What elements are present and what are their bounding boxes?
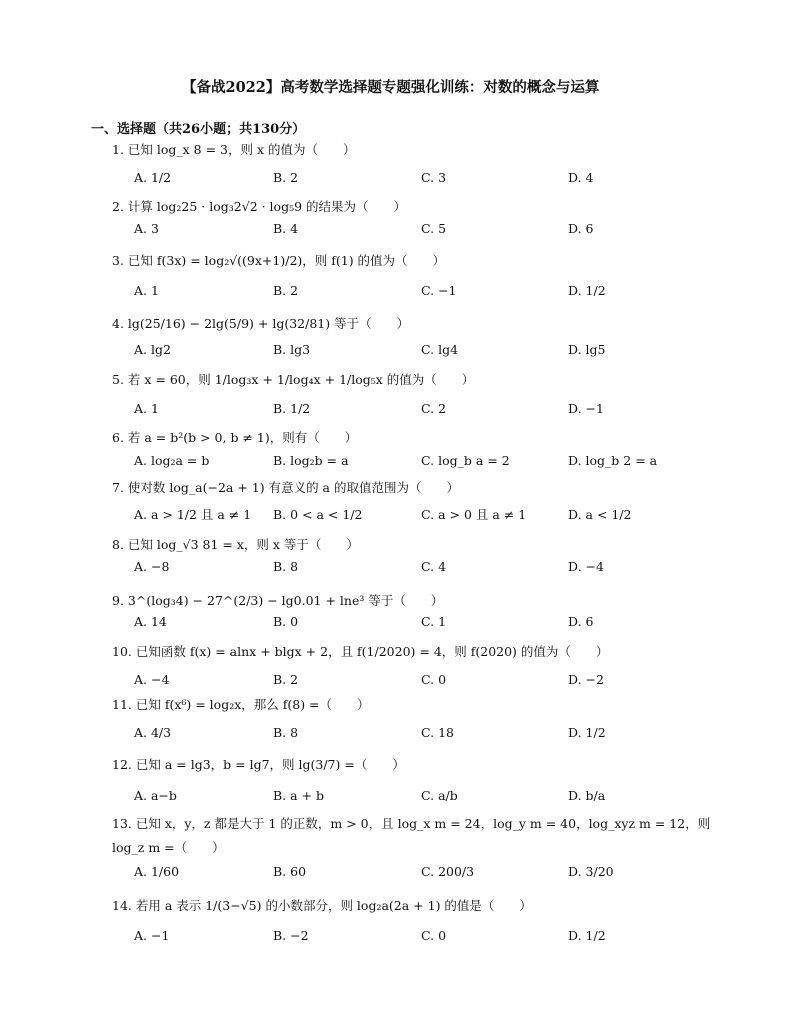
question-12-stem: 12. 已知 a = lg3，b = lg7，则 lg(3/7) =（ ） (112, 757, 405, 772)
section-heading: 一、选择题（共26小题；共130分） (91, 122, 306, 137)
question-1-option-d: D. 4 (568, 170, 594, 185)
question-14-option-a: A. −1 (134, 928, 170, 943)
question-11-option-a: A. 4/3 (134, 725, 172, 740)
question-12-option-b: B. a + b (273, 788, 325, 803)
question-12-option-a: A. a−b (134, 788, 177, 803)
question-3-option-b: B. 2 (273, 283, 299, 298)
question-6-option-b: B. log₂b = a (273, 453, 349, 468)
question-2-option-d: D. 6 (568, 221, 594, 236)
question-10-stem: 10. 已知函数 f(x) = alnx + blgx + 2，且 f(1/2020) = 4，则 f(2020) 的值为（ ） (112, 644, 609, 659)
question-4-option-b: B. lg3 (273, 342, 311, 357)
question-7-option-c: C. a > 0 且 a ≠ 1 (421, 507, 527, 522)
question-1-stem: 1. 已知 log_x 8 = 3，则 x 的值为（ ） (112, 142, 356, 157)
question-7-stem: 7. 使对数 log_a(−2a + 1) 有意义的 a 的取值范围为（ ） (112, 480, 459, 495)
question-1-option-c: C. 3 (421, 170, 447, 185)
question-14-option-b: B. −2 (273, 928, 309, 943)
question-10-option-a: A. −4 (134, 672, 170, 687)
question-3-stem: 3. 已知 f(3x) = log₂√((9x+1)/2)，则 f(1) 的值为（ ） (112, 253, 446, 268)
question-9-option-b: B. 0 (273, 614, 299, 629)
question-2-stem: 2. 计算 log₂25 · log₃2√2 · log₅9 的结果为（ ） (112, 199, 407, 214)
question-12-option-c: C. a/b (421, 788, 458, 803)
question-2-option-c: C. 5 (421, 221, 447, 236)
question-4-option-c: C. lg4 (421, 342, 459, 357)
question-11-option-b: B. 8 (273, 725, 299, 740)
question-4-option-d: D. lg5 (568, 342, 606, 357)
question-1-option-a: A. 1/2 (134, 170, 172, 185)
question-9-option-a: A. 14 (134, 614, 167, 629)
question-5-option-a: A. 1 (134, 401, 159, 416)
question-14-option-d: D. 1/2 (568, 928, 606, 943)
question-13-option-b: B. 60 (273, 864, 307, 879)
question-5-stem: 5. 若 x = 60，则 1/log₃x + 1/log₄x + 1/log₅x 的值为（ ） (112, 372, 475, 387)
question-8-option-b: B. 8 (273, 559, 299, 574)
question-13-option-d: D. 3/20 (568, 864, 614, 879)
question-3-option-c: C. −1 (421, 283, 457, 298)
question-11-option-d: D. 1/2 (568, 725, 606, 740)
question-5-option-d: D. −1 (568, 401, 604, 416)
question-9-option-d: D. 6 (568, 614, 594, 629)
question-11-stem: 11. 已知 f(x⁶) = log₂x，那么 f(8) =（ ） (112, 697, 370, 712)
question-6-option-c: C. log_b a = 2 (421, 453, 510, 468)
question-13-stem: 13. 已知 x，y，z 都是大于 1 的正数，m > 0，且 log_x m = 24，log_y m = 40，log_xyz m = 12，则 log_z m =（ ） (112, 816, 711, 855)
question-6-option-a: A. log₂a = b (134, 453, 210, 468)
question-10-option-c: C. 0 (421, 672, 447, 687)
question-2-option-a: A. 3 (134, 221, 159, 236)
question-3-option-d: D. 1/2 (568, 283, 606, 298)
question-10-option-b: B. 2 (273, 672, 299, 687)
question-9-option-c: C. 1 (421, 614, 447, 629)
question-4-stem: 4. lg(25/16) − 2lg(5/9) + lg(32/81) 等于（ ） (112, 316, 410, 331)
question-6-stem: 6. 若 a = b²(b > 0, b ≠ 1)，则有（ ） (112, 430, 358, 445)
question-8-stem: 8. 已知 log_√3 81 = x，则 x 等于（ ） (112, 537, 359, 552)
question-8-option-d: D. −4 (568, 559, 604, 574)
question-10-option-d: D. −2 (568, 672, 604, 687)
question-8-option-a: A. −8 (134, 559, 170, 574)
question-14-stem: 14. 若用 a 表示 1/(3−√5) 的小数部分，则 log₂a(2a + 1) 的值是（ ） (112, 898, 532, 913)
question-2-option-b: B. 4 (273, 221, 299, 236)
question-7-option-d: D. a < 1/2 (568, 507, 632, 522)
question-13-option-c: C. 200/3 (421, 864, 475, 879)
question-3-option-a: A. 1 (134, 283, 159, 298)
question-5-option-b: B. 1/2 (273, 401, 311, 416)
page-title: 【备战2022】高考数学选择题专题强化训练：对数的概念与运算 (182, 79, 600, 96)
question-11-option-c: C. 18 (421, 725, 454, 740)
question-7-option-b: B. 0 < a < 1/2 (273, 507, 363, 522)
question-6-option-d: D. log_b 2 = a (568, 453, 658, 468)
question-4-option-a: A. lg2 (134, 342, 171, 357)
question-9-stem: 9. 3^(log₃4) − 27^(2/3) − lg0.01 + lne³ 等于（ ） (112, 593, 444, 608)
question-12-option-d: D. b/a (568, 788, 606, 803)
question-13-option-a: A. 1/60 (134, 864, 180, 879)
question-14-option-c: C. 0 (421, 928, 447, 943)
question-7-option-a: A. a > 1/2 且 a ≠ 1 (134, 507, 252, 522)
question-1-option-b: B. 2 (273, 170, 299, 185)
question-5-option-c: C. 2 (421, 401, 447, 416)
question-8-option-c: C. 4 (421, 559, 447, 574)
